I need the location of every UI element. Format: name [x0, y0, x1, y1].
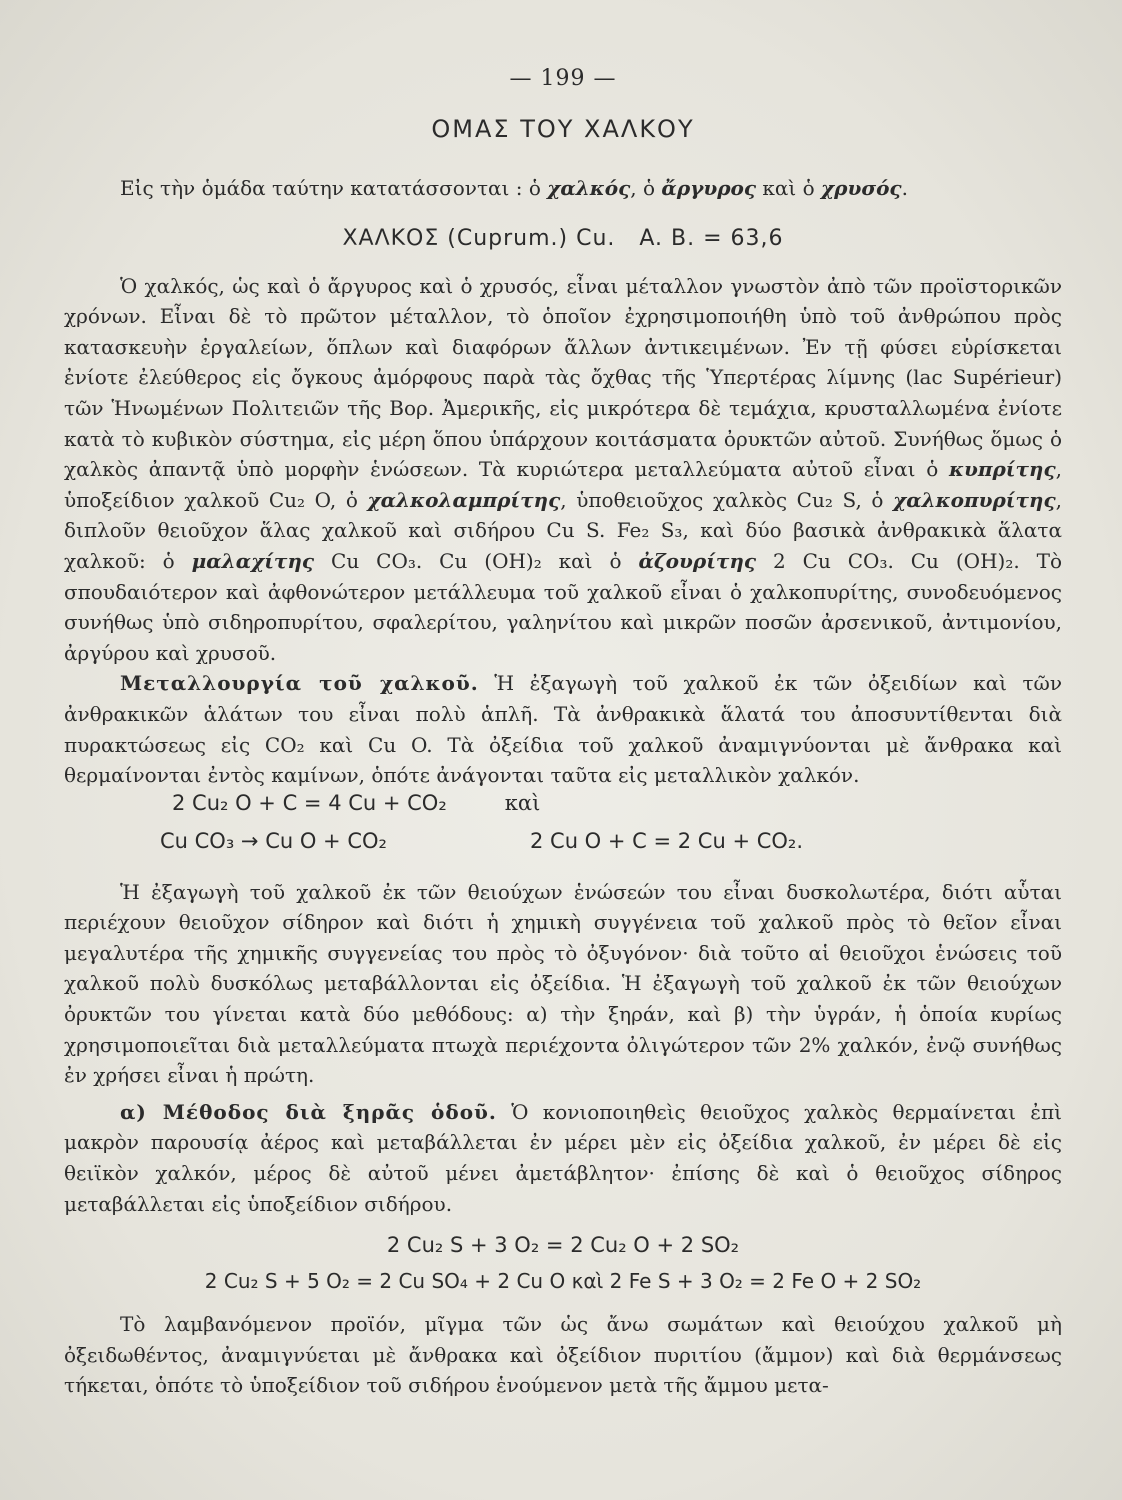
subheading-metallurgy: Μεταλλουργία τοῦ χαλκοῦ.: [120, 671, 479, 696]
equation-and: καὶ: [504, 790, 541, 815]
equation-2: Cu CO₃ → Cu O + CO₂: [160, 828, 387, 853]
paragraph-sulfide-extraction: Ἡ ἐξαγωγὴ τοῦ χαλκοῦ ἐκ τῶν θειούχων ἑνώσεών του εἶναι δυσκολωτέρα, διότι αὗται περιέχουν θειοῦχον σίδηρον καὶ διότι ἡ χημικὴ συγγένεια τοῦ χαλκοῦ πρὸς τὸ θεῖον εἶναι μεγαλυτέρα τῆς χημικῆς συγγενείας του πρὸς τὸ ὀξυγόνον· διὰ τοῦτο αἱ θειοῦχοι ἑνώσεις τοῦ χαλκοῦ πολὺ δυσκόλως μεταβάλλονται εἰς ὀξείδια. Ἡ ἐξαγωγὴ τοῦ χαλκοῦ ἐκ τῶν θειούχων ὀρυκτῶν του γίνεται κατὰ δύο μεθόδους: α) τὴν ξηράν, καὶ β) τὴν ὑγράν, ἡ ὁποία κυρίως χρησιμοποιεῖται διὰ μεταλλεύματα πτωχὰ περιέχοντα ὀλιγώτερον τῶν 2% χαλκόν, ἐνῷ συνήθως ἐν χρήσει εἶναι ἡ πρώτη.: [64, 879, 1062, 1088]
term-copper: χαλκός: [547, 176, 631, 200]
chapter-title: ΟΜΑΣ ΤΟΥ ΧΑΛΚΟΥ: [431, 115, 695, 143]
paragraph-smelting: Τὸ λαμβανόμενον προϊόν, μῖγμα τῶν ὡς ἄνω σωμάτων καὶ θειούχου χαλκοῦ μὴ ὀξειδωθέντος, ἀναμιγνύεται μὲ ἄνθρακα καὶ ὀξείδιον πυριτίου (ἄμμον) καὶ διὰ θερμάνσεως τήκεται, ὁπότε τὸ ὑποξείδιον τοῦ σιδήρου ἑνούμενον μετὰ τῆς ἄμμου μετα-: [64, 1312, 1062, 1398]
mineral-cuprite: κυπρίτης: [948, 457, 1056, 482]
subheading-dry-method: α) Μέθοδος διὰ ξηρᾶς ὁδοῦ.: [120, 1099, 497, 1124]
equation-4: 2 Cu₂ S + 3 O₂ = 2 Cu₂ O + 2 SO₂: [386, 1233, 740, 1258]
equation-5: 2 Cu₂ S + 5 O₂ = 2 Cu SO₄ + 2 Cu O καὶ 2 Fe S + 3 O₂ = 2 Fe O + 2 SO₂: [204, 1269, 922, 1294]
term-silver: ἄργυρος: [661, 176, 757, 200]
paragraph-copper-ores: Ὁ χαλκός, ὡς καὶ ὁ ἄργυρος καὶ ὁ χρυσός, εἶναι μέταλλον γνωστὸν ἀπὸ τῶν προϊστορικῶν χρόνων. Εἶναι δὲ τὸ πρῶτον μέταλλον, τὸ ὁποῖον ἐχρησιμοποιήθη ὑπὸ τοῦ ἀνθρώπου πρὸς κατασκευὴν ἐργαλείων, ὅπλων καὶ διαφόρων ἄλλων ἀντικειμένων. Ἐν τῇ φύσει εὑρίσκεται ἐνίοτε ἐλεύθερος εἰς ὄγκους ἀμόρφους παρὰ τὰς ὄχθας τῆς Ὑπερτέρας λίμνης (lac Supérieur) τῶν Ἡνωμένων Πολιτειῶν τῆς Βορ. Ἀμερικῆς, εἰς μικρότερα δὲ τεμάχια, κρυσταλλωμένα ἐνίοτε κατὰ τὸ κυβικὸν σύστημα, εἰς μέρη ὅπου ὑπάρχουν κοιτάσματα ὀρυκτῶν αὐτοῦ. Συνήθως ὅμως ὁ χαλκὸς ἀπαντᾷ ὑπὸ μορφὴν ἑνώσεων. Τὰ κυριώτερα μεταλλεύματα αὐτοῦ εἶναι ὁ κυπρίτης, ὑποξείδιον χαλκοῦ Cu₂ O, ὁ χαλκολαμπρίτης, ὑποθειοῦχος χαλκὸς Cu₂ S, ὁ χαλκοπυρίτης, διπλοῦν θειοῦχον ἅλας χαλκοῦ καὶ σιδήρου Cu S. Fe₂ S₃, καὶ δύο βασικὰ ἀνθρακικὰ ἅλατα χαλκοῦ: ὁ μαλαχίτης Cu CO₃. Cu (OH)₂ καὶ ὁ ἀζουρίτης 2 Cu CO₃. Cu (OH)₂. Τὸ σπουδαιότερον καὶ ἀφθονώτερον μετάλλευμα τοῦ χαλκοῦ εἶναι ὁ χαλκοπυρίτης, συνοδευόμενος συνήθως ὑπὸ σιδηροπυρίτου, σφαλερίτου, γαληνίτου καὶ μικρῶν ποσῶν ἀρσενικοῦ, ἀντιμονίου, ἀργύρου καὶ χρυσοῦ.: [64, 273, 1063, 665]
term-gold: χρυσός: [820, 176, 902, 200]
section-heading: ΧΑΛΚΟΣ (Cuprum.) Cu. A. B. = 63,6: [342, 225, 784, 251]
equation-row-1: [64, 791, 1062, 829]
intro-paragraph: Εἰς τὴν ὁμάδα ταύτην κατατάσσονται : ὁ χαλκός, ὁ ἄργυρος καὶ ὁ χρυσός.: [120, 176, 908, 200]
mineral-chalcocite: χαλκολαμπρίτης: [367, 487, 561, 512]
mineral-azurite: ἀζουρίτης: [638, 548, 757, 573]
equation-row-2: [64, 829, 1062, 867]
paragraph-dry-method: α) Μέθοδος διὰ ξηρᾶς ὁδοῦ. Ὁ κονιοποιηθεὶς θειοῦχος χαλκὸς θερμαίνεται ἐπὶ μακρὸν παρουσίᾳ ἀέρος καὶ μεταβάλλεται ἐν μέρει μὲν εἰς ὀξείδια χαλκοῦ, ἐν μέρει δὲ εἰς θειϊκὸν χαλκόν, μέρος δὲ αὐτοῦ μένει ἀμετάβλητον· ἐπίσης δὲ καὶ ὁ θειοῦχος σίδηρος μεταβάλλεται εἰς ὑποξείδιον σιδήρου.: [64, 1099, 1063, 1216]
page-number: — 199 —: [509, 66, 617, 91]
paragraph-metallurgy: Μεταλλουργία τοῦ χαλκοῦ. Ἡ ἐξαγωγὴ τοῦ χαλκοῦ ἐκ τῶν ὀξειδίων καὶ τῶν ἀνθρακικῶν ἁλάτων του εἶναι πολὺ ἁπλῆ. Τὰ ἀνθρακικὰ ἅλατά του ἀποσυντίθενται διὰ πυρακτώσεως εἰς CO₂ καὶ Cu O. Τὰ ὀξείδια τοῦ χαλκοῦ ἀναμιγνύονται μὲ ἄνθρακα καὶ θερμαίνονται ἐντὸς καμίνων, ὁπότε ἀνάγονται ταῦτα εἰς μεταλλικὸν χαλκόν.: [64, 671, 1062, 788]
mineral-malachite: μαλαχίτης: [191, 548, 315, 573]
mineral-chalcopyrite: χαλκοπυρίτης: [893, 487, 1056, 512]
equation-3: 2 Cu O + C = 2 Cu + CO₂.: [530, 828, 804, 853]
equation-1: 2 Cu₂ O + C = 4 Cu + CO₂: [172, 790, 447, 815]
